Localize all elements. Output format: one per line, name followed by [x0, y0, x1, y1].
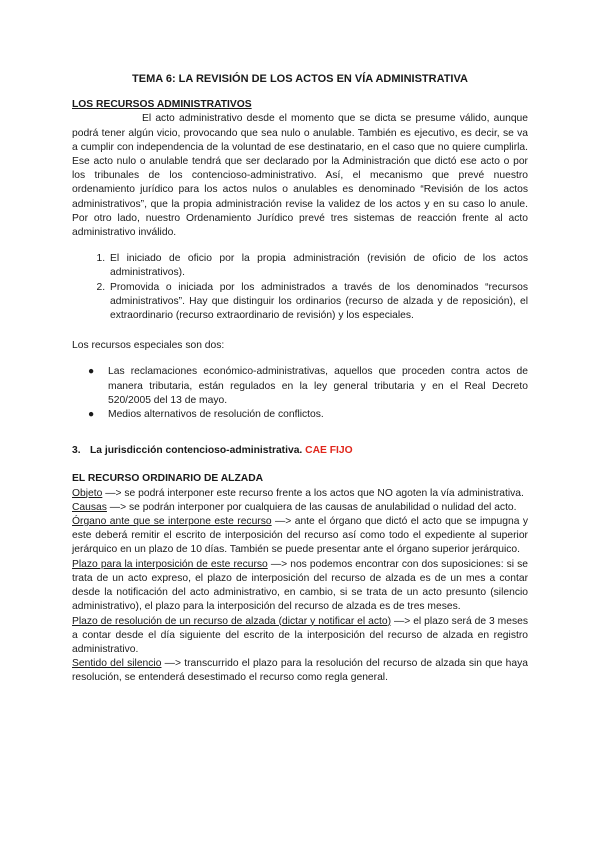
bullet-icon: ● — [88, 409, 95, 421]
page-title: TEMA 6: LA REVISIÓN DE LOS ACTOS EN VÍA ADMINISTRATIVA — [132, 73, 468, 85]
especiales-list — [72, 365, 528, 422]
entry-text: se podrán interponer por cualquiera de las causas de anulabilidad o nulidad del acto. — [128, 501, 517, 513]
alzada-entries — [72, 487, 528, 686]
entry-label: Objeto — [72, 487, 103, 499]
entry-text: el plazo será de 3 meses a contar desde el día siguiente del escrito de la interposición del recurso de alzada en registro administrativo. — [72, 615, 528, 655]
entry-label: Plazo para la interposición de este recurso — [72, 558, 268, 570]
bullet-text: Medios alternativos de resolución de conflictos. — [108, 409, 324, 421]
entry-arrow: —> — [102, 487, 125, 499]
section-heading-recursos: LOS RECURSOS ADMINISTRATIVOS — [72, 99, 252, 111]
entry-objeto — [72, 487, 528, 501]
entry-text: nos podemos encontrar con dos suposiciones: si se trata de un acto expreso, el plazo de interposición del recurso de alzada es de un mes a contar desde la notificación del acto administrativo, en cambio, si se trata de un acto presunto (silencio administrativo), el plazo para la interposición del recurso de alzada es de tres meses. — [72, 558, 528, 613]
list-item — [88, 408, 528, 422]
list-item: 2. Promovida o iniciada por los administrados a través de los denominados “recursos administrativos”. Hay que distinguir los ordinarios (recurso de alzada y de reposición), el extraordinario (recurso extraordinario de revisión) y los especiales. — [108, 281, 528, 324]
entry-text: transcurrido el plazo para la resolución del recurso de alzada sin que haya resolución, se entenderá desestimado el recurso como regla general. — [72, 658, 528, 684]
section-heading-alzada: EL RECURSO ORDINARIO DE ALZADA — [72, 473, 264, 485]
intro-paragraph: El acto administrativo desde el momento que se dicta se presume válido, aunque podrá tener algún vicio, provocando que sea nulo o anulable. También es ejecutivo, es decir, se va a cumplir con independencia de la voluntad de ese destinatario, en el caso que no quiere cumplirla. Ese acto nulo o anulable tendrá que ser declarado por la Administración que dictó ese acto o por los tribunales de los contencioso-administrativo. Así, el mecanismo que prevé nuestro ordenamiento jurídico para los actos nulos o anulables es denominado “Revisión de los actos administrativos”, que la propia administración revise la validez de los actos y en su caso lo anule. Por otro lado, nuestro Ordenamiento Jurídico prevé tres sistemas de reacción frente al acto administrativo inválido. — [72, 113, 528, 239]
entry-arrow: —> — [271, 516, 295, 528]
entry-arrow: —> — [161, 658, 185, 670]
list-item — [88, 365, 528, 408]
item-text: La jurisdicción contencioso-administrativa. — [90, 445, 303, 457]
entry-plazo-resolucion — [72, 615, 528, 658]
bullet-icon: ● — [88, 366, 95, 378]
entry-text: se podrá interponer este recurso frente a los actos que NO agoten la vía administrativa. — [124, 487, 524, 499]
highlight-label: CAE FIJO — [305, 445, 353, 457]
entry-plazo-interposicion — [72, 558, 528, 615]
entry-arrow: —> — [391, 615, 414, 627]
entry-arrow: —> — [267, 558, 291, 570]
list-item: 1. El iniciado de oficio por la propia administración (revisión de oficio de los actos administrativos). — [108, 252, 528, 280]
entry-arrow: —> — [106, 501, 129, 513]
entry-organo — [72, 515, 528, 558]
list-item-3 — [72, 444, 528, 458]
entry-label: Órgano ante que se interpone este recurso — [72, 516, 272, 528]
document-page — [72, 68, 528, 686]
entry-sentido-silencio — [72, 657, 528, 685]
entry-label: Causas — [72, 501, 107, 513]
bullet-text: Las reclamaciones económico-administrativas, aquellos que proceden contra actos de manera tributaria, están regulados en la ley general tributaria y en el Real Decreto 520/2005 del 13 de mayo. — [108, 366, 528, 406]
item-number: 3. — [72, 445, 81, 457]
entry-label: Plazo de resolución de un recurso de alzada (dictar y notificar el acto) — [72, 615, 392, 627]
entry-text: ante el órgano que dictó el acto que se impugna y este deberá remitir el escrito de interposición del recurso así como todo el expediente al superior jerárquico en un plazo de 10 días. También se puede presentar ante el órgano superior jerárquico. — [72, 516, 528, 556]
entry-label: Sentido del silencio — [72, 658, 162, 670]
reaction-systems-list — [72, 252, 528, 323]
especiales-intro: Los recursos especiales son dos: — [72, 340, 225, 352]
entry-causas — [72, 501, 528, 515]
